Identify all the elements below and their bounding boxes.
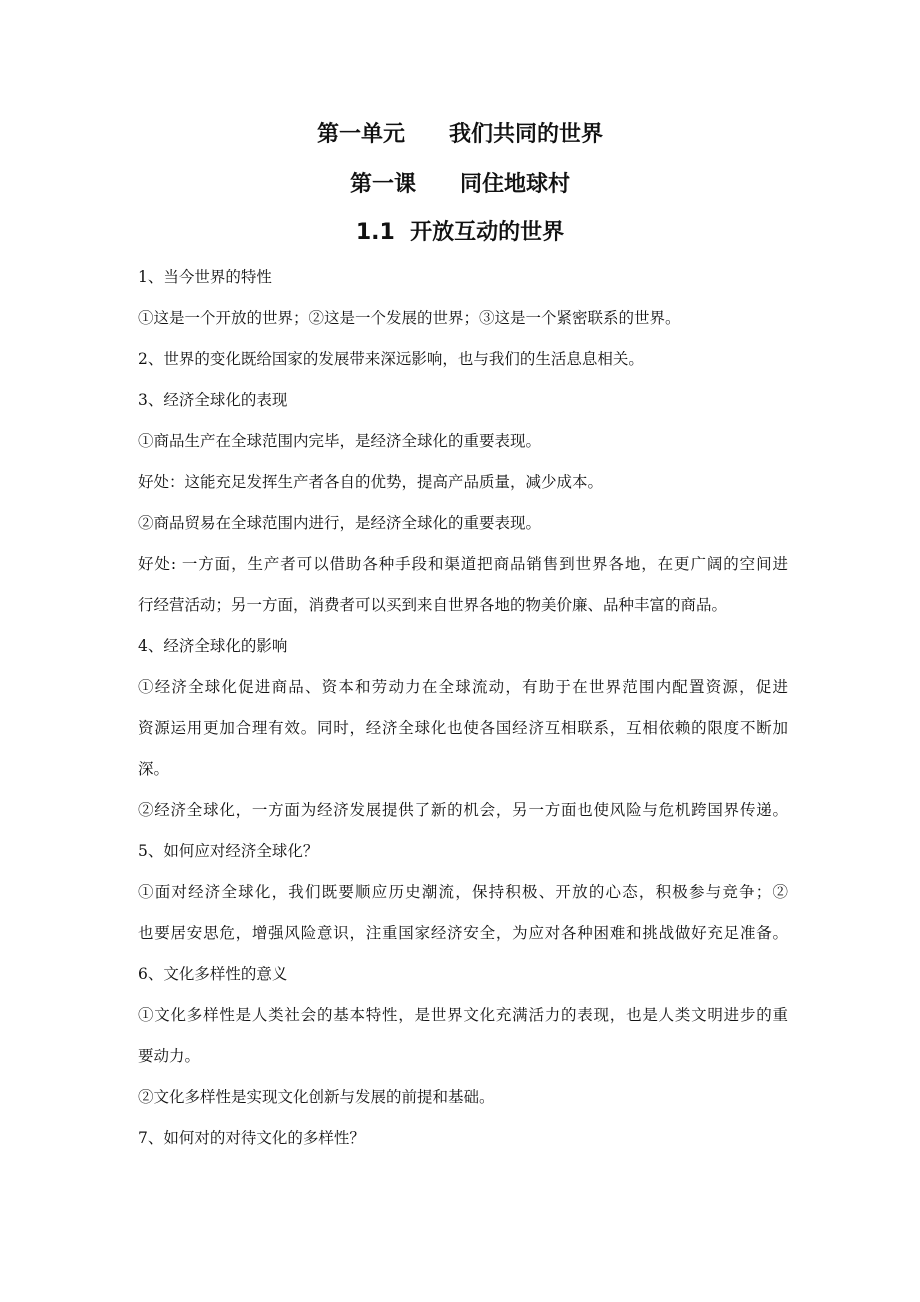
section-title: 1.1 开放互动的世界 [355,220,565,245]
paragraph-line: 也要居安思危，增强风险意识，注重国家经济安全，为应对各种困难和挑战做好充足准备。 [138,924,788,942]
paragraph-line: ①经济全球化促进商品、资本和劳动力在全球流动，有助于在世界范围内配置资源，促进 [138,678,788,696]
paragraph-line: 行经营活动；另一方面，消费者可以买到来自世界各地的物美价廉、品种丰富的商品。 [138,596,728,614]
unit-title: 第一单元 我们共同的世界 [316,122,603,147]
paragraph-line: ①这是一个开放的世界；②这是一个发展的世界；③这是一个紧密联系的世界。 [138,309,681,327]
point-2-heading: 2、世界的变化既给国家的发展带来深远影响，也与我们的生活息息相关。 [138,350,644,368]
point-5-heading: 5、如何应对经济全球化？ [138,842,319,860]
paragraph-line: 深。 [138,760,170,778]
point-1-heading: 1、当今世界的特性 [138,268,272,286]
point-4-heading: 4、经济全球化的影响 [138,637,288,655]
paragraph-line: 资源运用更加合理有效。同时，经济全球化也使各国经济互相联系，互相依赖的限度不断加 [138,719,788,737]
paragraph-line: ②商品贸易在全球范围内进行，是经济全球化的重要表现。 [138,514,542,532]
point-6-heading: 6、文化多样性的意义 [138,965,288,983]
paragraph-line: 好处：这能充足发挥生产者各自的优势，提高产品质量，减少成本。 [138,473,604,491]
paragraph-line: ②经济全球化，一方面为经济发展提供了新的机会，另一方面也使风险与危机跨国界传递。 [138,801,788,819]
paragraph-line: ①商品生产在全球范围内完毕，是经济全球化的重要表现。 [138,432,542,450]
paragraph-line: ①面对经济全球化，我们既要顺应历史潮流，保持积极、开放的心态，积极参与竞争；② [138,883,788,901]
point-3-heading: 3、经济全球化的表现 [138,391,288,409]
point-7-heading: 7、如何对的对待文化的多样性？ [138,1129,365,1147]
paragraph-line: 要动力。 [138,1047,201,1065]
paragraph-line: 好处: 一方面，生产者可以借助各种手段和渠道把商品销售到世界各地，在更广阔的空间进 [138,555,788,573]
lesson-title: 第一课 同住地球村 [349,172,570,197]
paragraph-line: ②文化多样性是实现文化创新与发展的前提和基础。 [138,1088,495,1106]
paragraph-line: ①文化多样性是人类社会的基本特性，是世界文化充满活力的表现，也是人类文明进步的重 [138,1006,788,1024]
